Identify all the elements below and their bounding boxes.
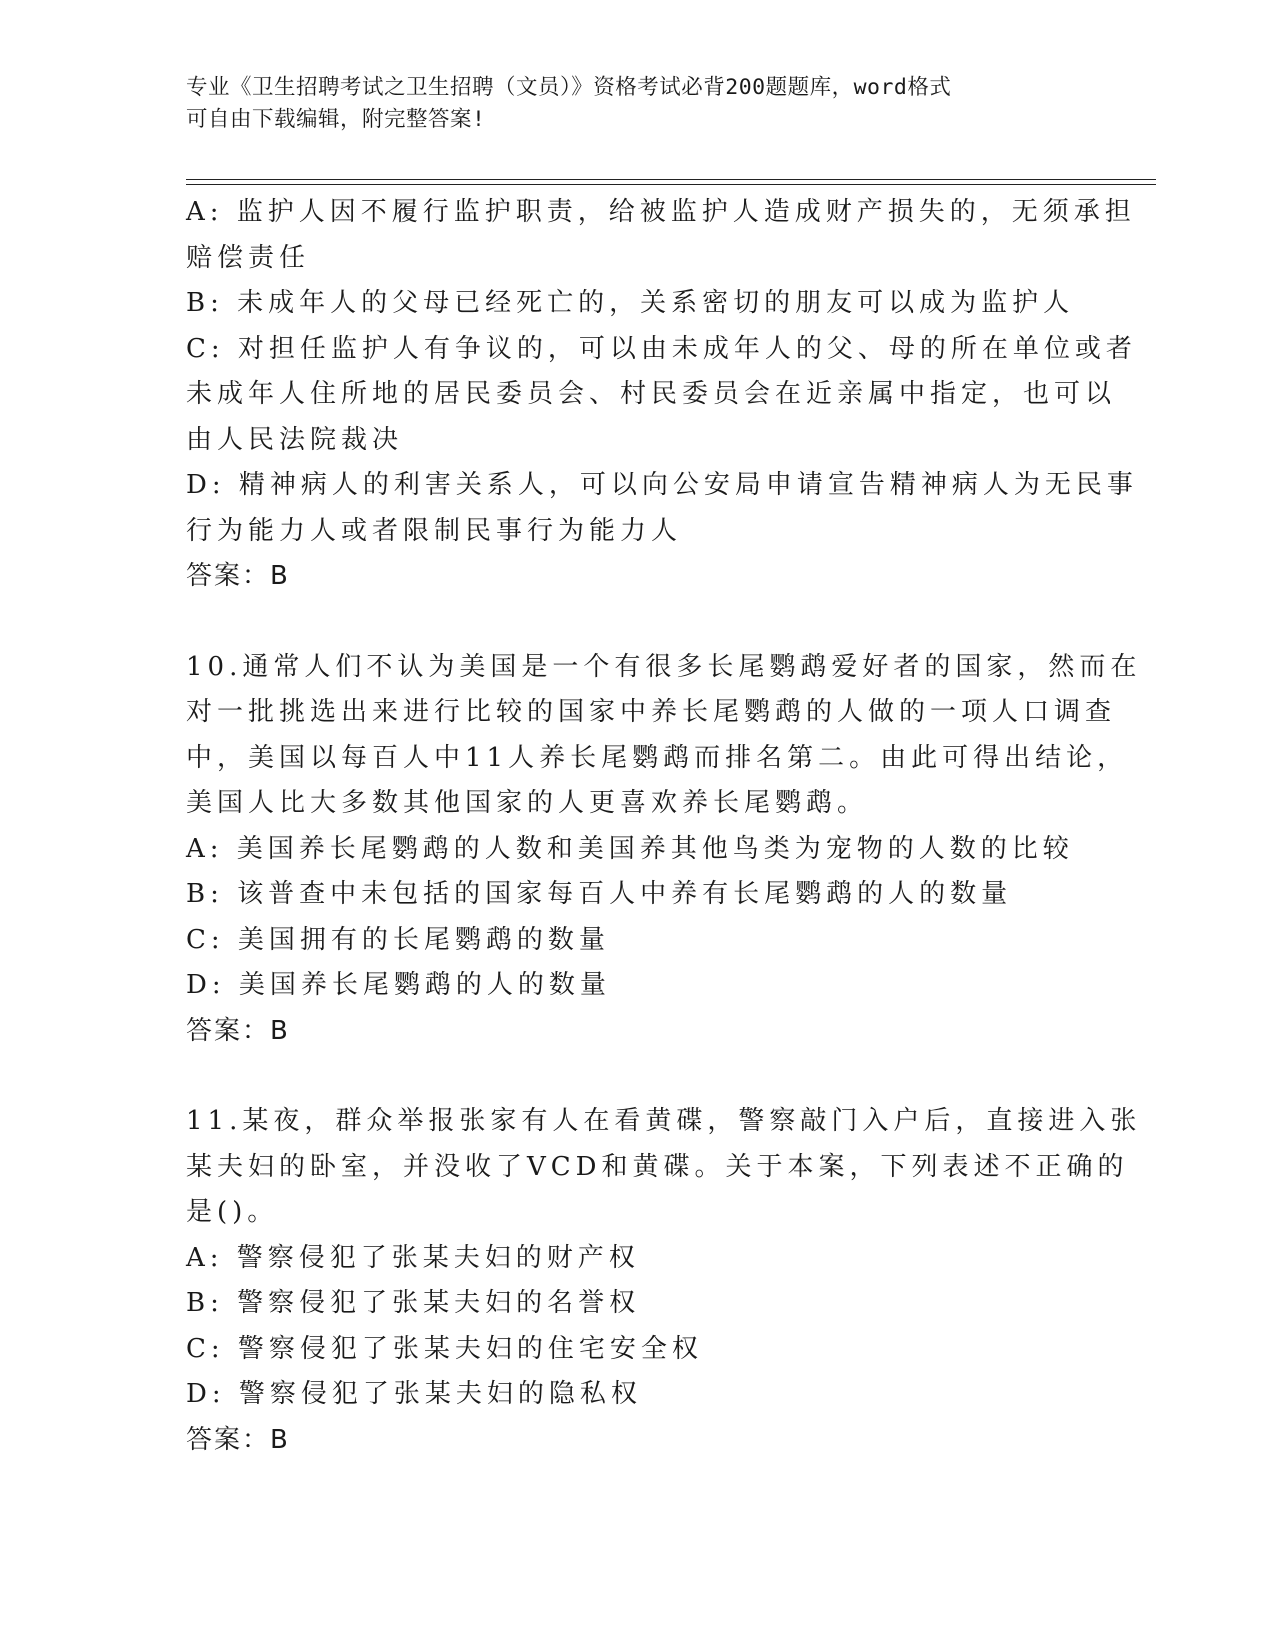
header-line: 可自由下载编辑，附完整答案! [186,107,486,132]
option-line: B: 未成年人的父母已经死亡的，关系密切的朋友可以成为监护人 [186,288,1075,318]
option-line: A: 美国养长尾鹦鹉的人数和美国养其他鸟类为宠物的人数的比较 [186,833,1074,864]
option-line: B: 该普查中未包括的国家每百人中养有长尾鹦鹉的人的数量 [186,879,1013,909]
question-line: 中，美国以每百人中11人养长尾鹦鹉而排名第二。由此可得出结论， [186,742,1129,773]
question-block [186,190,1138,600]
option-line: 由人民法院裁决 [186,424,404,455]
block-spacer [186,600,1071,645]
answer-line: 答案：B [186,1424,290,1455]
answer-line: 答案：B [186,1015,290,1046]
question-content [186,190,1142,1463]
answer-line: 答案：B [186,561,290,591]
option-line: B: 警察侵犯了张某夫妇的名誉权 [186,1288,641,1318]
question-block [186,645,1142,1055]
option-line: 行为能力人或者限制民事行为能力人 [186,515,683,546]
option-line: C: 警察侵犯了张某夫妇的住宅安全权 [186,1333,703,1364]
option-line: D: 警察侵犯了张某夫妇的隐私权 [186,1379,642,1409]
question-line: 是()。 [186,1197,279,1227]
question-line: 对一批挑选出来进行比较的国家中养长尾鹦鹉的人做的一项人口调查 [186,697,1117,727]
document-header [186,72,1066,136]
question-block [186,1099,1142,1463]
block-spacer [186,1054,1071,1099]
option-line: 赔偿责任 [186,242,311,273]
header-rule [186,184,1156,185]
question-line: 10.通常人们不认为美国是一个有很多长尾鹦鹉爱好者的国家，然而在 [186,651,1142,682]
option-line: A: 警察侵犯了张某夫妇的财产权 [186,1242,640,1273]
option-line: C: 对担任监护人有争议的，可以由未成年人的父、母的所在单位或者 [186,333,1137,364]
question-line: 某夫妇的卧室，并没收了VCD和黄碟。关于本案，下列表述不正确的 [186,1151,1129,1182]
option-line: 未成年人住所地的居民委员会、村民委员会在近亲属中指定，也可以 [186,379,1117,409]
option-line: D: 美国养长尾鹦鹉的人的数量 [186,970,611,1000]
option-line: C: 美国拥有的长尾鹦鹉的数量 [186,924,610,955]
header-line: 专业《卫生招聘考试之卫生招聘（文员）》资格考试必背200题题库，word格式 [186,75,952,100]
option-line: A: 监护人因不履行监护职责，给被监护人造成财产损失的，无须承担 [186,197,1136,227]
question-line: 11.某夜，群众举报张家有人在看黄碟，警察敲门入户后，直接进入张 [186,1106,1142,1136]
header-rule [186,179,1156,180]
question-line: 美国人比大多数其他国家的人更喜欢养长尾鹦鹉。 [186,788,869,818]
option-line: D: 精神病人的利害关系人，可以向公安局申请宣告精神病人为无民事 [186,470,1138,500]
